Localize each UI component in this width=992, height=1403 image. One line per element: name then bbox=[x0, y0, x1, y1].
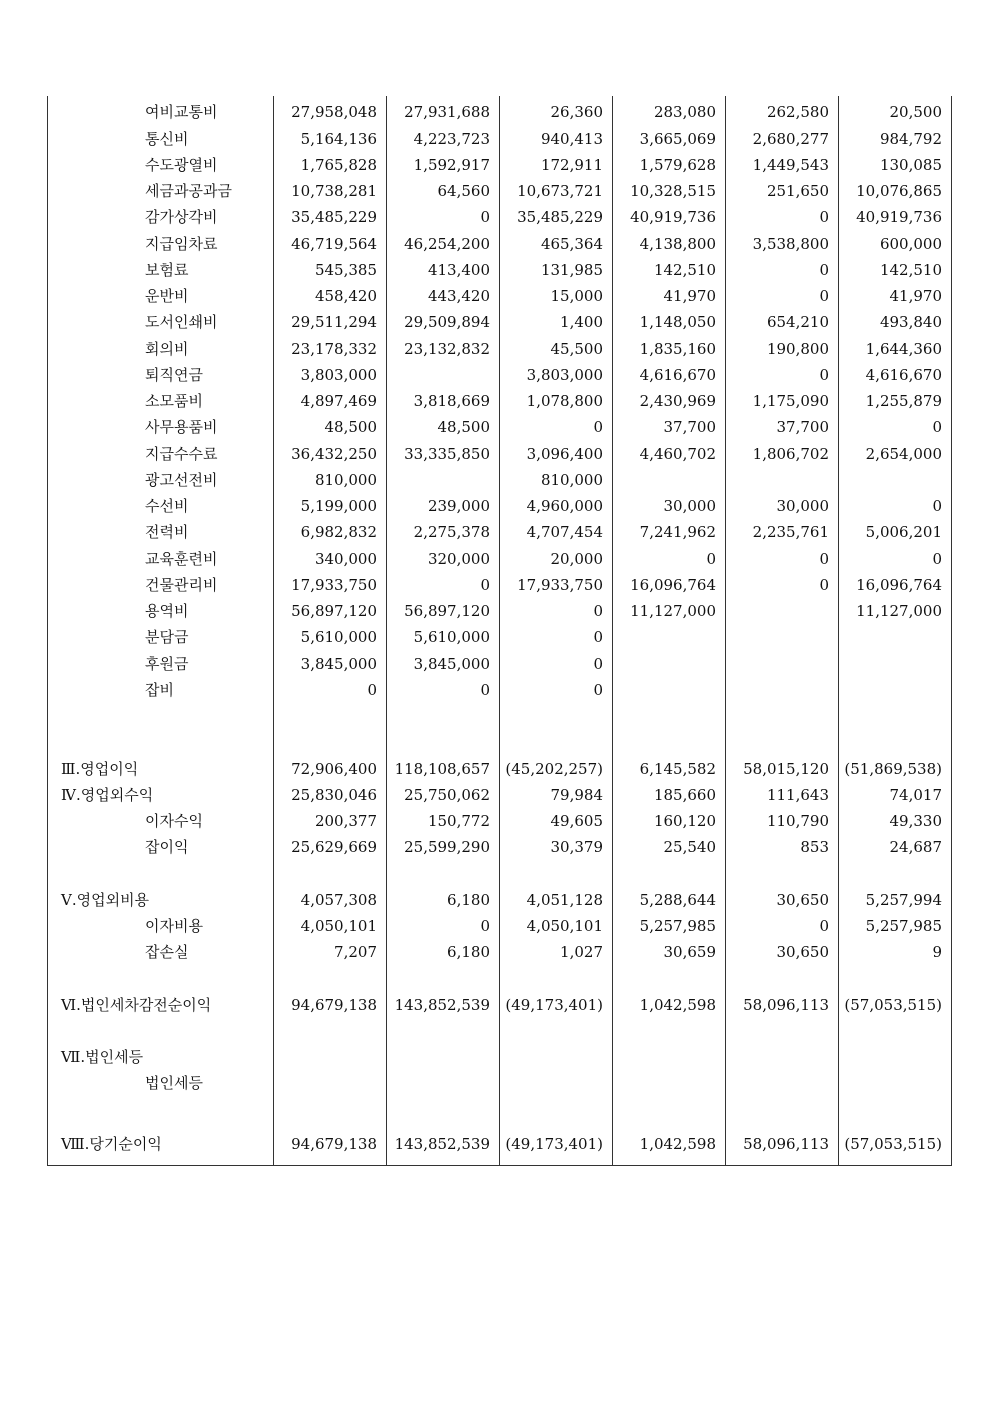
amount-cell: 160,120 bbox=[653, 812, 716, 830]
section-label: Ⅳ.영업외수익 bbox=[61, 786, 154, 804]
amount-cell: 2,680,277 bbox=[752, 130, 829, 148]
table-row bbox=[47, 652, 952, 676]
amount-cell: 29,511,294 bbox=[291, 313, 377, 331]
amount-cell: 200,377 bbox=[314, 812, 377, 830]
amount-cell: 3,665,069 bbox=[639, 130, 716, 148]
amount-cell: 4,223,723 bbox=[413, 130, 490, 148]
amount-cell: 1,835,160 bbox=[639, 340, 716, 358]
account-label: 잡손실 bbox=[145, 943, 189, 961]
amount-cell: 6,982,832 bbox=[300, 523, 377, 541]
amount-cell: 1,042,598 bbox=[639, 1135, 716, 1153]
amount-cell: 11,127,000 bbox=[630, 602, 716, 620]
financial-table bbox=[47, 96, 952, 1166]
amount-cell: 23,132,832 bbox=[404, 340, 490, 358]
amount-cell: 0 bbox=[819, 208, 829, 226]
amount-cell: 5,257,985 bbox=[639, 917, 716, 935]
account-label: 지급임차료 bbox=[145, 235, 218, 253]
amount-cell: 262,580 bbox=[766, 103, 829, 121]
amount-cell: 0 bbox=[367, 681, 377, 699]
amount-cell: 7,207 bbox=[334, 943, 377, 961]
table-row bbox=[47, 940, 952, 964]
amount-cell: 142,510 bbox=[879, 261, 942, 279]
section-label: Ⅲ.영업이익 bbox=[61, 760, 139, 778]
account-label: 이자비용 bbox=[145, 917, 203, 935]
amount-cell: 0 bbox=[593, 628, 603, 646]
amount-cell: 413,400 bbox=[427, 261, 490, 279]
table-row bbox=[47, 337, 952, 361]
amount-cell: 5,610,000 bbox=[300, 628, 377, 646]
amount-cell: 40,919,736 bbox=[856, 208, 942, 226]
amount-cell: 20,500 bbox=[889, 103, 942, 121]
account-label: 건물관리비 bbox=[145, 576, 218, 594]
amount-cell: 6,145,582 bbox=[639, 760, 716, 778]
amount-cell: 1,765,828 bbox=[300, 156, 377, 174]
amount-cell: 0 bbox=[819, 917, 829, 935]
amount-cell: 0 bbox=[932, 418, 942, 436]
account-label: 용역비 bbox=[145, 602, 189, 620]
table-row bbox=[47, 363, 952, 387]
account-label: 잡비 bbox=[145, 681, 174, 699]
amount-cell: 4,616,670 bbox=[639, 366, 716, 384]
table-row bbox=[47, 415, 952, 439]
amount-cell: 1,644,360 bbox=[865, 340, 942, 358]
amount-cell: 1,400 bbox=[560, 313, 603, 331]
amount-cell: 4,138,800 bbox=[639, 235, 716, 253]
amount-cell: 283,080 bbox=[653, 103, 716, 121]
amount-cell: 36,432,250 bbox=[291, 445, 377, 463]
table-row bbox=[47, 678, 952, 702]
table-row bbox=[47, 179, 952, 203]
account-label: 후원금 bbox=[145, 655, 189, 673]
table-row bbox=[47, 1045, 952, 1069]
amount-cell: 0 bbox=[706, 550, 716, 568]
amount-cell: 49,330 bbox=[889, 812, 942, 830]
amount-cell: 4,057,308 bbox=[300, 891, 377, 909]
amount-cell: 30,379 bbox=[550, 838, 603, 856]
amount-cell: 4,460,702 bbox=[639, 445, 716, 463]
amount-cell: 74,017 bbox=[889, 786, 942, 804]
section-label: Ⅶ.법인세등 bbox=[61, 1048, 144, 1066]
amount-cell: 5,164,136 bbox=[300, 130, 377, 148]
amount-cell: 2,430,969 bbox=[639, 392, 716, 410]
amount-cell: 11,127,000 bbox=[856, 602, 942, 620]
amount-cell: 545,385 bbox=[314, 261, 377, 279]
table-row bbox=[47, 153, 952, 177]
amount-cell: 2,235,761 bbox=[752, 523, 829, 541]
amount-cell: 3,803,000 bbox=[300, 366, 377, 384]
amount-cell: 17,933,750 bbox=[291, 576, 377, 594]
amount-cell: 1,078,800 bbox=[526, 392, 603, 410]
amount-cell: 45,500 bbox=[550, 340, 603, 358]
table-row bbox=[47, 494, 952, 518]
amount-cell: 5,006,201 bbox=[865, 523, 942, 541]
table-row bbox=[47, 783, 952, 807]
account-label: 전력비 bbox=[145, 523, 189, 541]
account-label: 분담금 bbox=[145, 628, 189, 646]
amount-cell: 64,560 bbox=[437, 182, 490, 200]
amount-cell: 0 bbox=[593, 602, 603, 620]
amount-cell: 143,852,539 bbox=[394, 1135, 490, 1153]
amount-cell: 46,719,564 bbox=[291, 235, 377, 253]
amount-cell: 10,673,721 bbox=[517, 182, 603, 200]
account-label: 사무용품비 bbox=[145, 418, 218, 436]
amount-cell: 23,178,332 bbox=[291, 340, 377, 358]
table-row bbox=[47, 809, 952, 833]
amount-cell: 493,840 bbox=[879, 313, 942, 331]
amount-cell: 3,803,000 bbox=[526, 366, 603, 384]
amount-cell: 1,042,598 bbox=[639, 996, 716, 1014]
account-label: 퇴직연금 bbox=[145, 366, 203, 384]
amount-cell: 41,970 bbox=[889, 287, 942, 305]
amount-cell: 30,000 bbox=[776, 497, 829, 515]
amount-cell: 5,257,994 bbox=[865, 891, 942, 909]
amount-cell: 4,616,670 bbox=[865, 366, 942, 384]
account-label: 이자수익 bbox=[145, 812, 203, 830]
amount-cell: 3,845,000 bbox=[300, 655, 377, 673]
amount-cell: 0 bbox=[480, 208, 490, 226]
amount-cell: 20,000 bbox=[550, 550, 603, 568]
amount-cell: 940,413 bbox=[540, 130, 603, 148]
amount-cell: 4,050,101 bbox=[526, 917, 603, 935]
amount-cell: 0 bbox=[819, 261, 829, 279]
amount-cell: 30,650 bbox=[776, 943, 829, 961]
amount-cell: 58,096,113 bbox=[743, 1135, 829, 1153]
section-label: Ⅴ.영업외비용 bbox=[61, 891, 150, 909]
account-label: 세금과공과금 bbox=[145, 182, 232, 200]
amount-cell: 35,485,229 bbox=[291, 208, 377, 226]
section-label: Ⅵ.법인세차감전순이익 bbox=[61, 996, 212, 1014]
amount-cell: 142,510 bbox=[653, 261, 716, 279]
amount-cell: 600,000 bbox=[879, 235, 942, 253]
amount-cell: 1,175,090 bbox=[752, 392, 829, 410]
amount-cell: 3,096,400 bbox=[526, 445, 603, 463]
table-row bbox=[47, 1071, 952, 1095]
table-row bbox=[47, 442, 952, 466]
account-label: 통신비 bbox=[145, 130, 189, 148]
account-label: 수도광열비 bbox=[145, 156, 218, 174]
amount-cell: 58,096,113 bbox=[743, 996, 829, 1014]
amount-cell: 72,906,400 bbox=[291, 760, 377, 778]
amount-cell: 10,738,281 bbox=[291, 182, 377, 200]
table-row bbox=[47, 205, 952, 229]
amount-cell: 27,958,048 bbox=[291, 103, 377, 121]
amount-cell: 0 bbox=[593, 655, 603, 673]
amount-cell: 3,538,800 bbox=[752, 235, 829, 253]
amount-cell: 9 bbox=[932, 943, 942, 961]
amount-cell: 94,679,138 bbox=[291, 1135, 377, 1153]
amount-cell: 1,806,702 bbox=[752, 445, 829, 463]
amount-cell: 16,096,764 bbox=[630, 576, 716, 594]
amount-cell: 40,919,736 bbox=[630, 208, 716, 226]
amount-cell: 35,485,229 bbox=[517, 208, 603, 226]
amount-cell: 25,599,290 bbox=[404, 838, 490, 856]
amount-cell: 29,509,894 bbox=[404, 313, 490, 331]
amount-cell: (45,202,257) bbox=[505, 760, 603, 778]
amount-cell: 0 bbox=[819, 366, 829, 384]
amount-cell: 110,790 bbox=[766, 812, 829, 830]
amount-cell: 26,360 bbox=[550, 103, 603, 121]
amount-cell: 0 bbox=[932, 550, 942, 568]
amount-cell: 143,852,539 bbox=[394, 996, 490, 1014]
amount-cell: 79,984 bbox=[550, 786, 603, 804]
amount-cell: 49,605 bbox=[550, 812, 603, 830]
table-row bbox=[47, 258, 952, 282]
amount-cell: 1,148,050 bbox=[639, 313, 716, 331]
table-row bbox=[47, 757, 952, 781]
amount-cell: 118,108,657 bbox=[394, 760, 490, 778]
amount-cell: 5,610,000 bbox=[413, 628, 490, 646]
amount-cell: 5,288,644 bbox=[639, 891, 716, 909]
amount-cell: 37,700 bbox=[663, 418, 716, 436]
amount-cell: 0 bbox=[480, 576, 490, 594]
amount-cell: 25,750,062 bbox=[404, 786, 490, 804]
account-label: 수선비 bbox=[145, 497, 189, 515]
amount-cell: 48,500 bbox=[437, 418, 490, 436]
amount-cell: 15,000 bbox=[550, 287, 603, 305]
table-row bbox=[47, 127, 952, 151]
section-label: Ⅷ.당기순이익 bbox=[61, 1135, 162, 1153]
amount-cell: 5,257,985 bbox=[865, 917, 942, 935]
table-row bbox=[47, 232, 952, 256]
table-row bbox=[47, 100, 952, 124]
amount-cell: 16,096,764 bbox=[856, 576, 942, 594]
amount-cell: (57,053,515) bbox=[844, 996, 942, 1014]
amount-cell: 30,659 bbox=[663, 943, 716, 961]
amount-cell: 0 bbox=[819, 287, 829, 305]
amount-cell: 1,255,879 bbox=[865, 392, 942, 410]
amount-cell: 56,897,120 bbox=[404, 602, 490, 620]
amount-cell: 239,000 bbox=[427, 497, 490, 515]
amount-cell: (57,053,515) bbox=[844, 1135, 942, 1153]
table-row bbox=[47, 468, 952, 492]
amount-cell: 2,275,378 bbox=[413, 523, 490, 541]
amount-cell: 25,830,046 bbox=[291, 786, 377, 804]
amount-cell: 1,592,917 bbox=[413, 156, 490, 174]
amount-cell: (49,173,401) bbox=[505, 996, 603, 1014]
amount-cell: 458,420 bbox=[314, 287, 377, 305]
amount-cell: 10,328,515 bbox=[630, 182, 716, 200]
account-label: 보험료 bbox=[145, 261, 189, 279]
table-row bbox=[47, 835, 952, 859]
account-label: 도서인쇄비 bbox=[145, 313, 218, 331]
amount-cell: 131,985 bbox=[540, 261, 603, 279]
amount-cell: 30,000 bbox=[663, 497, 716, 515]
account-label: 회의비 bbox=[145, 340, 189, 358]
amount-cell: 340,000 bbox=[314, 550, 377, 568]
amount-cell: 48,500 bbox=[324, 418, 377, 436]
table-row bbox=[47, 625, 952, 649]
amount-cell: 443,420 bbox=[427, 287, 490, 305]
amount-cell: 25,540 bbox=[663, 838, 716, 856]
table-row bbox=[47, 573, 952, 597]
amount-cell: (49,173,401) bbox=[505, 1135, 603, 1153]
amount-cell: 46,254,200 bbox=[404, 235, 490, 253]
amount-cell: 27,931,688 bbox=[404, 103, 490, 121]
amount-cell: 4,960,000 bbox=[526, 497, 603, 515]
amount-cell: 1,449,543 bbox=[752, 156, 829, 174]
amount-cell: 190,800 bbox=[766, 340, 829, 358]
account-label: 지급수수료 bbox=[145, 445, 218, 463]
amount-cell: 984,792 bbox=[879, 130, 942, 148]
amount-cell: 853 bbox=[800, 838, 829, 856]
account-label: 여비교통비 bbox=[145, 103, 218, 121]
amount-cell: (51,869,538) bbox=[844, 760, 942, 778]
amount-cell: 0 bbox=[819, 550, 829, 568]
account-label: 잡이익 bbox=[145, 838, 189, 856]
amount-cell: 111,643 bbox=[766, 786, 829, 804]
amount-cell: 130,085 bbox=[879, 156, 942, 174]
amount-cell: 37,700 bbox=[776, 418, 829, 436]
amount-cell: 810,000 bbox=[540, 471, 603, 489]
amount-cell: 465,364 bbox=[540, 235, 603, 253]
table-row bbox=[47, 1132, 952, 1156]
amount-cell: 4,051,128 bbox=[526, 891, 603, 909]
account-label: 법인세등 bbox=[145, 1074, 203, 1092]
amount-cell: 654,210 bbox=[766, 313, 829, 331]
amount-cell: 0 bbox=[932, 497, 942, 515]
amount-cell: 0 bbox=[480, 917, 490, 935]
amount-cell: 6,180 bbox=[447, 943, 490, 961]
amount-cell: 0 bbox=[593, 418, 603, 436]
amount-cell: 0 bbox=[593, 681, 603, 699]
account-label: 운반비 bbox=[145, 287, 189, 305]
table-row bbox=[47, 520, 952, 544]
amount-cell: 17,933,750 bbox=[517, 576, 603, 594]
table-row bbox=[47, 547, 952, 571]
amount-cell: 810,000 bbox=[314, 471, 377, 489]
amount-cell: 1,579,628 bbox=[639, 156, 716, 174]
amount-cell: 33,335,850 bbox=[404, 445, 490, 463]
amount-cell: 0 bbox=[819, 576, 829, 594]
amount-cell: 4,707,454 bbox=[526, 523, 603, 541]
account-label: 감가상각비 bbox=[145, 208, 218, 226]
table-row bbox=[47, 888, 952, 912]
amount-cell: 30,650 bbox=[776, 891, 829, 909]
table-row bbox=[47, 914, 952, 938]
table-row bbox=[47, 599, 952, 623]
table-row bbox=[47, 993, 952, 1017]
amount-cell: 56,897,120 bbox=[291, 602, 377, 620]
amount-cell: 185,660 bbox=[653, 786, 716, 804]
table-row bbox=[47, 284, 952, 308]
table-row bbox=[47, 310, 952, 334]
amount-cell: 24,687 bbox=[889, 838, 942, 856]
account-label: 교육훈련비 bbox=[145, 550, 218, 568]
amount-cell: 10,076,865 bbox=[856, 182, 942, 200]
amount-cell: 4,050,101 bbox=[300, 917, 377, 935]
amount-cell: 172,911 bbox=[540, 156, 603, 174]
amount-cell: 25,629,669 bbox=[291, 838, 377, 856]
amount-cell: 5,199,000 bbox=[300, 497, 377, 515]
account-label: 소모품비 bbox=[145, 392, 203, 410]
amount-cell: 4,897,469 bbox=[300, 392, 377, 410]
amount-cell: 150,772 bbox=[427, 812, 490, 830]
amount-cell: 41,970 bbox=[663, 287, 716, 305]
amount-cell: 1,027 bbox=[560, 943, 603, 961]
amount-cell: 94,679,138 bbox=[291, 996, 377, 1014]
amount-cell: 6,180 bbox=[447, 891, 490, 909]
amount-cell: 251,650 bbox=[766, 182, 829, 200]
amount-cell: 3,818,669 bbox=[413, 392, 490, 410]
amount-cell: 58,015,120 bbox=[743, 760, 829, 778]
amount-cell: 3,845,000 bbox=[413, 655, 490, 673]
amount-cell: 7,241,962 bbox=[639, 523, 716, 541]
account-label: 광고선전비 bbox=[145, 471, 218, 489]
table-row bbox=[47, 389, 952, 413]
amount-cell: 2,654,000 bbox=[865, 445, 942, 463]
amount-cell: 320,000 bbox=[427, 550, 490, 568]
amount-cell: 0 bbox=[480, 681, 490, 699]
